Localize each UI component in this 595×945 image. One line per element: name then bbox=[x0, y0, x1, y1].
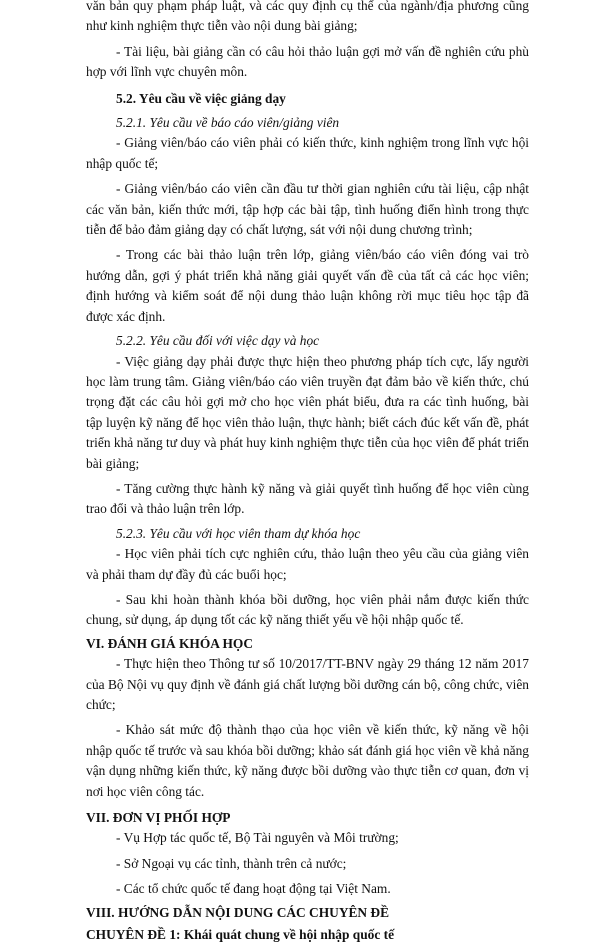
list-item-partner: - Sở Ngoại vụ các tỉnh, thành trên cả nước; bbox=[116, 855, 347, 871]
heading-section-7: VII. ĐƠN VỊ PHỐI HỢP bbox=[86, 810, 231, 826]
heading-section-6: VI. ĐÁNH GIÁ KHÓA HỌC bbox=[86, 635, 254, 651]
paragraph-lecturer-knowledge: - Giảng viên/báo cáo viên phải có kiến thức, kinh nghiệm trong lĩnh vực hội nhập quốc tế; bbox=[86, 135, 529, 171]
list-item-partner: - Các tổ chức quốc tế đang hoạt động tại Việt Nam. bbox=[116, 881, 391, 897]
heading-5-2-3: 5.2.3. Yêu cầu với học viên tham dự khóa học bbox=[116, 525, 361, 541]
heading-topic-1: CHUYÊN ĐỀ 1: Khái quát chung về hội nhập quốc tế bbox=[86, 927, 395, 943]
paragraph-assessment-circular: - Thực hiện theo Thông tư số 10/2017/TT-BNV ngày 29 tháng 12 năm 2017 của Bộ Nội vụ quy định về đánh giá chất lượng bồi dưỡng cán bộ, công chức, viên chức; bbox=[86, 656, 529, 712]
heading-5-2: 5.2. Yêu cầu về việc giảng dạy bbox=[116, 90, 286, 106]
paragraph-teaching-materials: - Tài liệu, bài giảng cần có câu hỏi thảo luận gợi mở vấn đề nghiên cứu phù hợp với lĩnh vực chuyên môn. bbox=[86, 43, 529, 80]
heading-5-2-2: 5.2.2. Yêu cầu đối với việc dạy và học bbox=[116, 333, 320, 349]
paragraph-practice: - Tăng cường thực hành kỹ năng và giải quyết tình huống để học viên cùng trao đổi và thảo luận trên lớp. bbox=[86, 480, 529, 517]
paragraph-learner-duty: - Học viên phải tích cực nghiên cứu, thảo luận theo yêu cầu của giảng viên và phải tham dự đầy đủ các buổi học; bbox=[86, 546, 529, 582]
paragraph-teaching-method: - Việc giảng dạy phải được thực hiện theo phương pháp tích cực, lấy người học làm trung tâm. Giảng viên/báo cáo viên truyền đạt đảm bảo về kiến thức, chú trọng đặt các câu hỏi gợi mở cho học viên phát biểu, đưa ra các tình huống, bài tập luyện kỹ năng để học viên thảo luận, thực hành; biết cách đúc kết vấn đề, phát triển khả năng tư duy và phát huy kinh nghiệm thực tiễn của học viên để phát triển bài giảng; bbox=[86, 353, 529, 471]
paragraph-learner-outcome: - Sau khi hoàn thành khóa bồi dưỡng, học viên phải nắm được kiến thức chung, sử dụng, áp dụng tốt các kỹ năng thiết yếu về hội nhập quốc tế. bbox=[86, 591, 529, 628]
paragraph-assessment-survey: - Khảo sát mức độ thành thạo của học viên về kiến thức, kỹ năng về hội nhập quốc tế trước và sau khóa bồi dưỡng; khảo sát đánh giá học viên về khả năng vận dụng những kiến thức, kỹ năng được bồi dưỡng vào thực tiễn cơ quan, đơn vị nơi học viên công tác. bbox=[86, 722, 529, 799]
paragraph-cont: văn bản quy phạm pháp luật, và các quy định cụ thể của ngành/địa phương cũng như kinh nghiệm thực tiễn vào nội dung bài giảng; bbox=[86, 0, 529, 34]
heading-5-2-1: 5.2.1. Yêu cầu về báo cáo viên/giảng viên bbox=[116, 115, 340, 131]
list-item-partner: - Vụ Hợp tác quốc tế, Bộ Tài nguyên và Môi trường; bbox=[116, 830, 399, 846]
paragraph-lecturer-research: - Giảng viên/báo cáo viên cần đầu tư thời gian nghiên cứu tài liệu, cập nhật các văn bản, kiến thức mới, tập hợp các bài tập, tình huống điển hình trong thực tiễn để bảo đảm giảng dạy có chất lượng, sát với nội dung chương trình; bbox=[86, 181, 529, 238]
heading-section-8: VIII. HƯỚNG DẪN NỘI DUNG CÁC CHUYÊN ĐỀ bbox=[86, 904, 390, 920]
paragraph-lecturer-discussion: - Trong các bài thảo luận trên lớp, giảng viên/báo cáo viên đóng vai trò hướng dẫn, gợi ý phát triển khả năng giải quyết vấn đề của tất cả các học viên; định hướng và kiểm soát để nội dung thảo luận không rời mục tiêu học tập đã được xác định. bbox=[86, 247, 529, 324]
